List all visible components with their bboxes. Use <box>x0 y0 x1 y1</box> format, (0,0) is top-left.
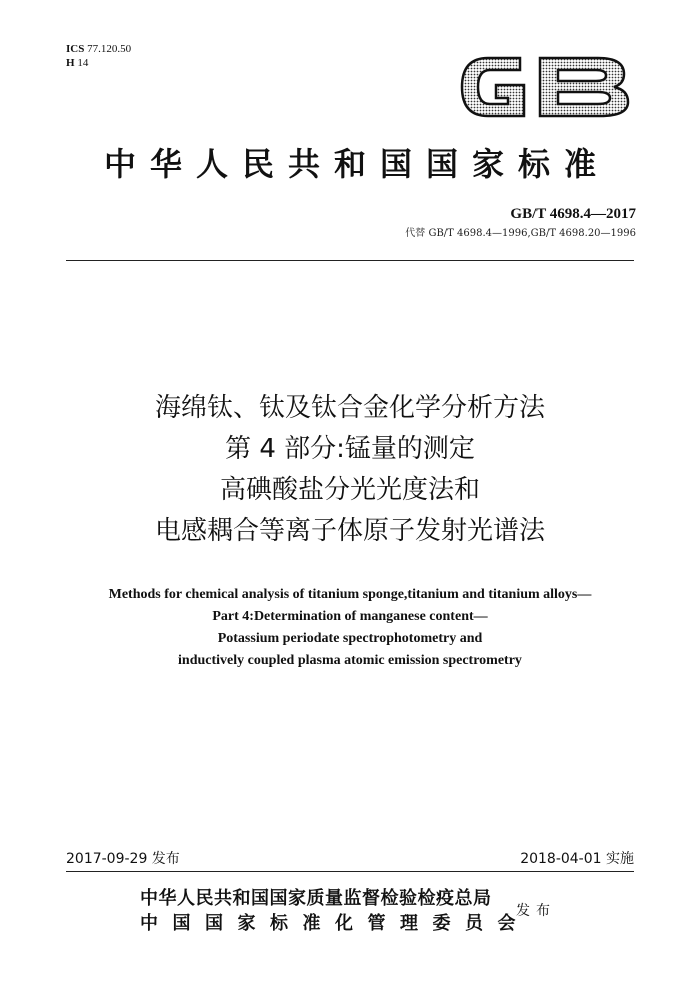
classification-codes <box>66 42 131 70</box>
header-divider <box>66 260 634 261</box>
title-zh-line: 海绵钛、钛及钛合金化学分析方法 <box>154 393 545 423</box>
ics-value: 77.120.50 <box>87 43 132 55</box>
footer-divider <box>66 871 634 872</box>
issue-date: 2017-09-29 发布 <box>66 851 180 867</box>
issuer-line: 中国国家标准化管理委员会 <box>140 913 530 934</box>
ccs-label: H <box>66 57 75 69</box>
title-chinese <box>0 388 700 552</box>
title-zh-line: 第 4 部分:锰量的测定 <box>225 434 475 464</box>
title-en-line: inductively coupled plasma atomic emission spectrometry <box>178 653 522 668</box>
standard-number: GB/T 4698.4—2017 <box>510 206 636 222</box>
ccs-value: 14 <box>77 57 89 69</box>
title-zh-line: 电感耦合等离子体原子发射光谱法 <box>154 516 545 546</box>
implement-date: 2018-04-01 实施 <box>520 851 634 867</box>
title-en-line: Part 4:Determination of manganese content— <box>212 609 488 624</box>
ccs-code <box>66 56 131 70</box>
issuer-line: 中华人民共和国国家质量监督检验检疫总局 <box>140 888 492 909</box>
issuing-authorities <box>140 886 530 936</box>
ics-code <box>66 42 131 56</box>
gb-logo-icon <box>458 52 636 122</box>
title-zh-line: 高碘酸盐分光光度法和 <box>219 475 480 505</box>
org-title: 中华人民共和国国家标准 <box>103 145 610 183</box>
title-english <box>0 584 700 672</box>
ics-label: ICS <box>66 43 85 55</box>
gb-logo-text: GB <box>458 52 460 53</box>
publish-label: 发布 <box>516 903 556 919</box>
replaces-standards: 代替 GB/T 4698.4—1996,GB/T 4698.20—1996 <box>405 228 636 239</box>
title-en-line: Potassium periodate spectrophotometry and <box>217 631 483 646</box>
title-en-line: Methods for chemical analysis of titanium sponge,titanium and titanium alloys— <box>108 587 592 602</box>
